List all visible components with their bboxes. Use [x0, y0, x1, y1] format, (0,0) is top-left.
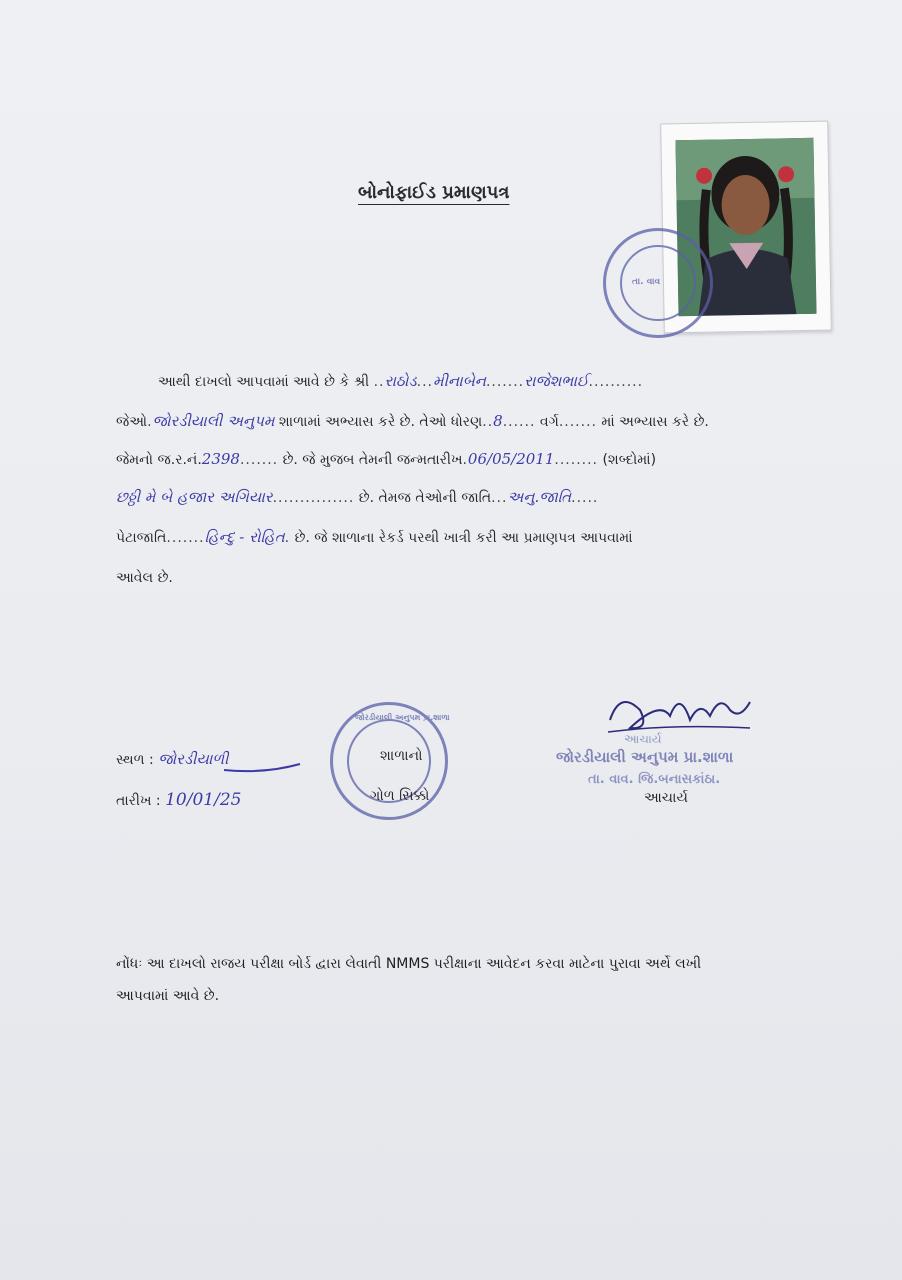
- principal-signature: [600, 680, 760, 740]
- place-row: સ્થળ : જોરડીયાળી: [116, 750, 229, 768]
- body-line-3: જેમનો જ.ર.નં.2398....... છે. જે મુજબ તેમની જન્મતારીખ.06/05/2011........ (શબ્દોમાં): [116, 450, 657, 468]
- date-row: તારીખ : 10/01/25: [116, 790, 242, 810]
- place-underline-stroke: [214, 752, 304, 776]
- seal-label-bottom: ગોળ સિક્કો: [370, 788, 430, 804]
- body-line-5: પેટાજાતિ.......હિન્દુ - રોહિત. છે. જે શાળાના રેકર્ડ પરથી ખાત્રી કરી આ પ્રમાણપત્ર આપવામાં: [116, 528, 633, 546]
- principal-label: આચાર્ય: [644, 790, 688, 806]
- seal-label-top: શાળાનો: [380, 748, 423, 764]
- body-line-4: છઠ્ઠી મે બે હજાર અગિયાર............... છે. તેમજ તેઓની જાતિ...અનુ.જાતિ.....: [116, 488, 599, 506]
- certificate-title: બોનોફાઈડ પ્રમાણપત્ર: [358, 182, 510, 203]
- body-line-2: જેઓ.જોરડીયાલી અનુપમ શાળામાં અભ્યાસ કરે છે. તેઓ ધોરણ..8...... વર્ગ....... માં અભ્યાસ કરે છે.: [116, 412, 709, 430]
- principal-stamp-address: તા. વાવ. જિ.બનાસકાંઠા.: [588, 772, 721, 787]
- principal-stamp-school: જોરડીયાલી અનુપમ પ્રા.શાળા: [556, 748, 734, 766]
- principal-stamp-title: આચાર્ય: [624, 732, 662, 746]
- body-line-6: આવેલ છે.: [116, 570, 173, 586]
- school-round-seal: જોરડીયાલી અનુપમ પ્રા.શાળા: [330, 702, 448, 820]
- school-stamp-top: તા. વાવ: [603, 228, 713, 338]
- body-line-1: આથી દાખલો આપવામાં આવે છે કે શ્રી ..રાઠોડ...મીનાબેન.......રાજેશભાઈ..........: [158, 372, 644, 390]
- footer-note: નોંધઃ આ દાખલો રાજય પરીક્ષા બોર્ડ દ્વારા લેવાતી NMMS પરીક્ષાના આવેદન કરવા માટેના પુરાવા અર્થે લખી આપવામાં આવે છે.: [116, 956, 702, 1004]
